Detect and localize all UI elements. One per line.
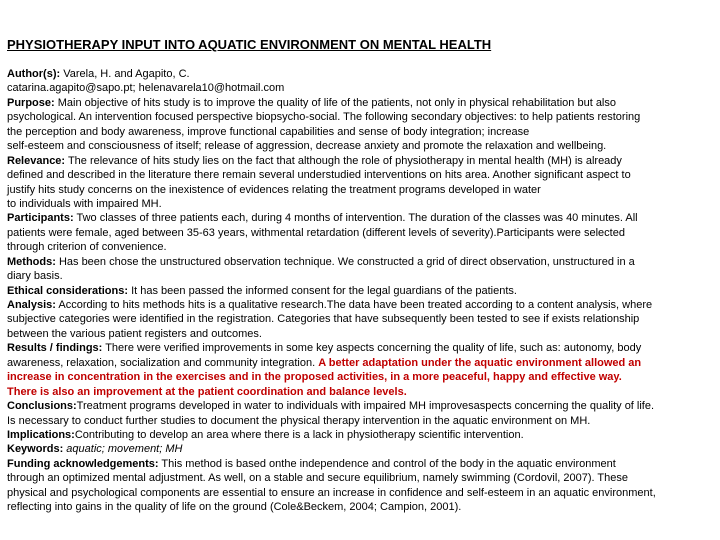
funding-label: Funding acknowledgements: (7, 457, 159, 470)
implications-label: Implications: (7, 428, 75, 441)
methods-label: Methods: (7, 255, 56, 268)
ethical-label: Ethical considerations: (7, 284, 129, 297)
methods-line: diary basis. (7, 270, 63, 283)
participants-line: patients were female, aged between 35-63 years, withmental retardation (different levels of severity).Participants were selected (7, 226, 625, 239)
relevance-line: justify hits study concerns on the inexistence of evidences relating the treatment programs developed in water (7, 183, 541, 196)
results-highlight: A better adaptation under the aquatic environment allowed an (318, 356, 642, 369)
results-text: There were verified improvements in some key aspects concerning the quality of life, such as: autonomy, body (102, 342, 642, 355)
conclusions-line: Is necessary to conduct further studies to document the physical therapy intervention in the aquatic environment on MH. (7, 414, 591, 427)
methods-text: Has been chose the unstructured observation technique. We constructed a grid of direct observation, unstructured in a (55, 255, 635, 268)
analysis-line: between the various patient registers and outcomes. (7, 327, 262, 340)
funding-line (7, 457, 656, 471)
results-text: awareness, relaxation, socialization and community integration. (7, 356, 319, 369)
authors-label: Author(s): (7, 68, 61, 80)
purpose-line: self-esteem and consciousness of itself; release of aggression, decrease anxiety and promote the relaxation and wellbeing. (7, 140, 607, 153)
funding-line: reflecting into gains in the quality of life on the ground (Cole&Beckem, 2004; Campion, 2001). (7, 501, 462, 514)
relevance-line: defined and described in the literature there remain several understudied interventions on hits area. Another significant aspect to (7, 169, 631, 182)
document-title: PHYSIOTHERAPY INPUT INTO AQUATIC ENVIRONMENT ON MENTAL HEALTH (7, 37, 492, 52)
results-line (7, 341, 656, 355)
analysis-text: According to hits methods hits is a qualitative research.The data have been treated according to a content analysis, where (55, 299, 653, 311)
keywords-line (7, 442, 656, 456)
purpose-line (7, 96, 656, 110)
relevance-text: The relevance of hits study lies on the fact that although the role of physiotherapy in mental health (MH) is already (65, 154, 622, 167)
purpose-label: Purpose: (7, 96, 55, 109)
conclusions-line (7, 399, 656, 413)
analysis-line: subjective categories were identified in the registration. Categories that have subsequently been tested to see if exists relationship (7, 313, 640, 326)
conclusions-label: Conclusions: (7, 400, 77, 413)
participants-line: through criterion of convenience. (7, 241, 167, 254)
participants-text: Two classes of three patients each, during 4 months of intervention. The duration of the classes was 40 minutes. All (73, 212, 638, 225)
authors-line (7, 67, 656, 81)
implications-text: Contributing to develop an area where there is a lack in physiotherapy scientific intervention. (74, 428, 524, 441)
results-highlight: There is also an improvement at the patient coordination and balance levels. (7, 385, 407, 398)
participants-label: Participants: (7, 212, 74, 225)
relevance-line (7, 154, 656, 168)
methods-line (7, 255, 656, 269)
funding-line: through an optimized mental adjustment. As well, on a stable and secure equilibrium, namely swimming (Cordovil, 2007). These (7, 472, 628, 485)
purpose-line: psychological. An intervention focused perspective biopsycho-social. The following secondary objectives: to help patients restoring (7, 111, 641, 124)
ethical-line (7, 284, 656, 298)
results-highlight: increase in concentration in the exercises and in the proposed activities, in a more peaceful, happy and effective way. (7, 371, 622, 384)
ethical-text: It has been passed the informed consent for the legal guardians of the patients. (128, 284, 517, 297)
purpose-line: the perception and body awareness, improve functional capabilities and sense of body integration; increase (7, 125, 530, 138)
funding-line: physical and psychological components are essential to ensure an increase in confidence and self-esteem in an aquatic environment, (7, 486, 656, 499)
abstract-body (7, 67, 656, 515)
analysis-line (7, 298, 656, 312)
keywords-label: Keywords: (7, 443, 64, 456)
implications-line (7, 428, 656, 442)
participants-line (7, 211, 656, 225)
results-label: Results / findings: (7, 342, 103, 355)
emails-line: catarina.agapito@sapo.pt; helenavarela10@hotmail.com (7, 82, 285, 95)
relevance-line: to individuals with impaired MH. (7, 197, 162, 210)
results-line (7, 356, 656, 370)
conclusions-text: Treatment programs developed in water to individuals with impaired MH improvesaspects concerning the quality of life. (76, 400, 655, 413)
keywords-text: aquatic; movement; MH (63, 443, 183, 456)
funding-text: This method is based onthe independence and control of the body in the aquatic environment (158, 457, 616, 470)
relevance-label: Relevance: (7, 154, 66, 167)
authors-text: Varela, H. and Agapito, C. (60, 68, 190, 80)
analysis-label: Analysis: (7, 299, 56, 311)
purpose-text: Main objective of hits study is to improve the quality of life of the patients, not only in physical rehabilitation but also (54, 96, 616, 109)
